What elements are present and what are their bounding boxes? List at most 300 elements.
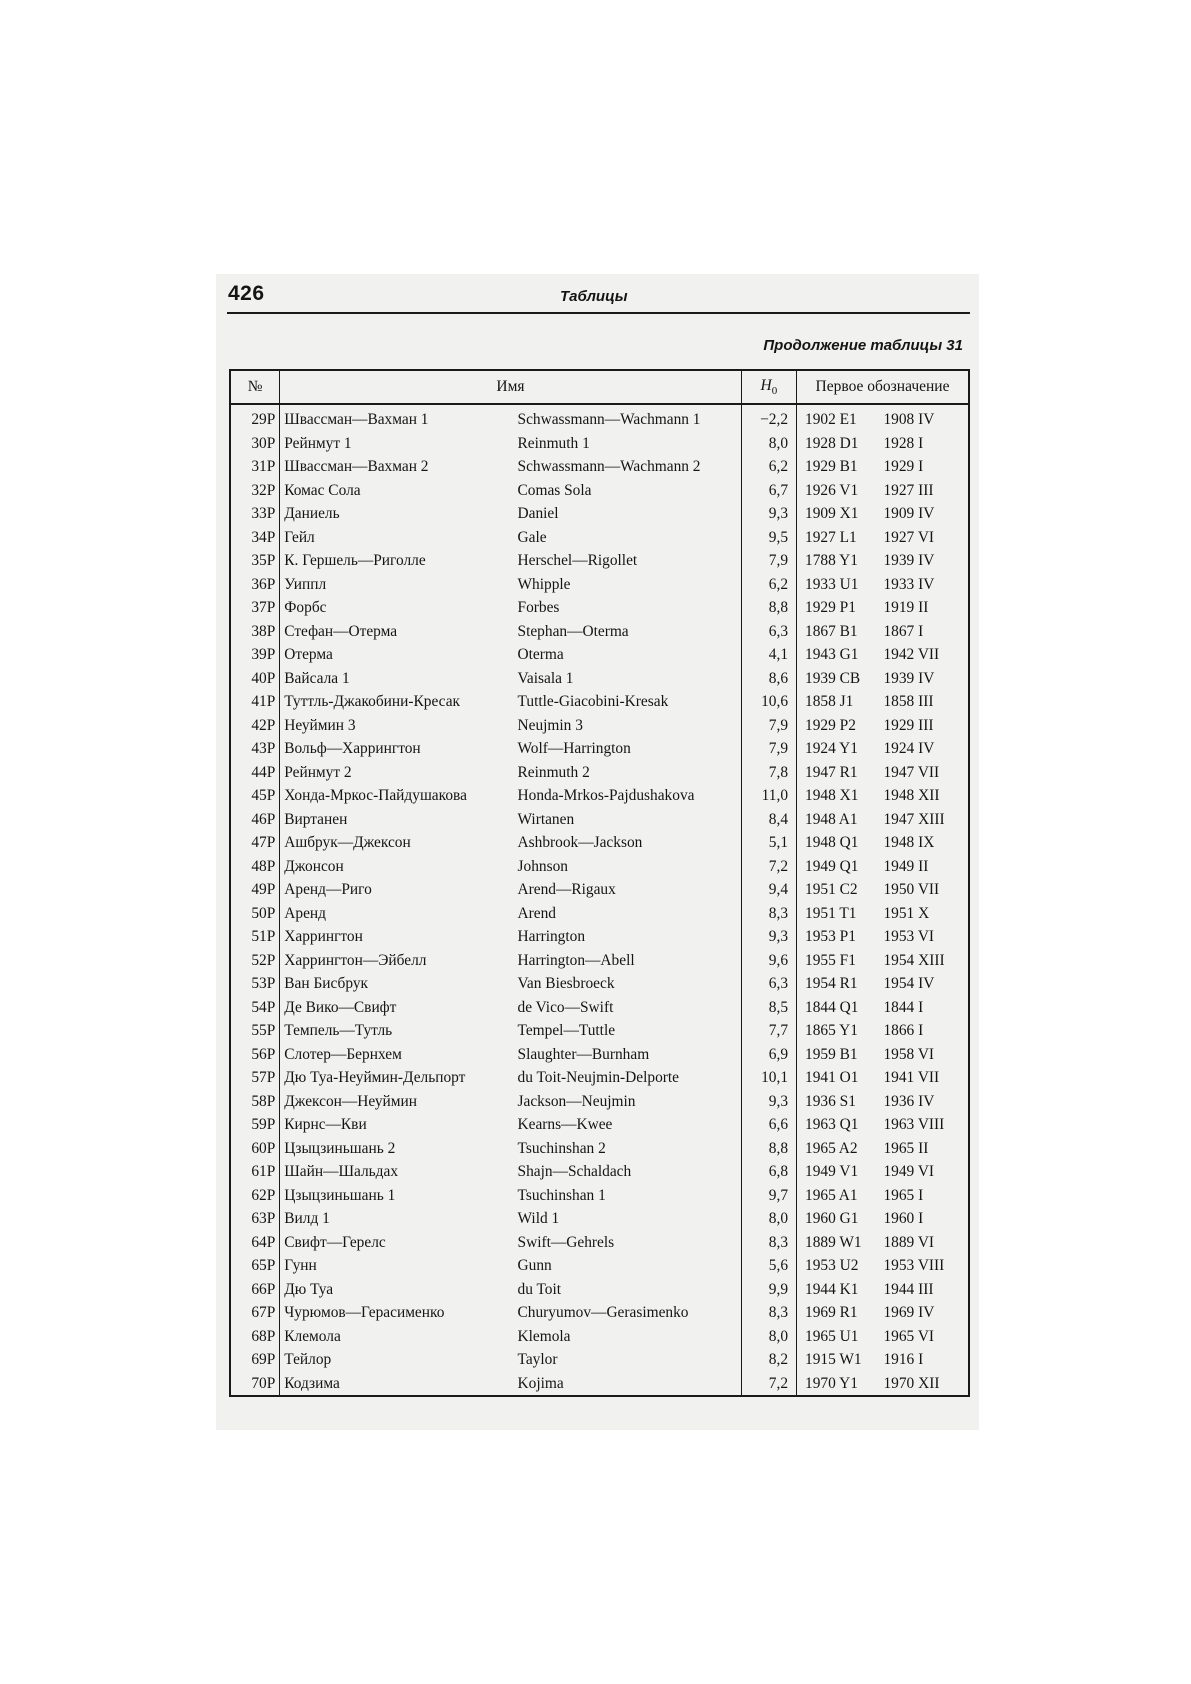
table-row bbox=[230, 855, 969, 879]
comet-roman-designation: 1965 I bbox=[883, 1186, 924, 1204]
comet-number: 53P bbox=[230, 972, 280, 996]
comet-first-designation: 1909 X1 bbox=[805, 505, 859, 522]
table-row bbox=[230, 549, 969, 573]
comet-h0-value: 6,3 bbox=[741, 620, 796, 644]
comet-number: 32P bbox=[230, 479, 280, 503]
comet-h0-value: 6,2 bbox=[741, 573, 796, 597]
comet-roman-designation: 1939 IV bbox=[883, 669, 935, 687]
table-row bbox=[230, 831, 969, 855]
comet-name-latin: Gunn bbox=[514, 1254, 742, 1278]
comet-name-latin: Comas Sola bbox=[514, 479, 742, 503]
comet-name-russian: Дю Туа-Неуймин-Дельпорт bbox=[284, 1069, 466, 1086]
comet-name-russian: Клемола bbox=[284, 1327, 341, 1345]
comet-number: 69P bbox=[230, 1348, 280, 1372]
comet-h0-value: 8,5 bbox=[741, 996, 796, 1020]
comet-number: 54P bbox=[230, 996, 280, 1020]
comet-h0-value: 8,0 bbox=[741, 1325, 796, 1349]
comet-name-latin: Forbes bbox=[514, 596, 742, 620]
comet-first-designation: 1954 R1 bbox=[805, 975, 858, 992]
table-row bbox=[230, 1325, 969, 1349]
comet-roman-designation: 1867 I bbox=[883, 622, 924, 640]
table-row bbox=[230, 878, 969, 902]
table-continuation-caption: Продолжение таблицы 31 bbox=[763, 337, 963, 354]
comet-name-russian: Джонсон bbox=[284, 857, 344, 875]
comet-first-designation: 1949 Q1 bbox=[805, 857, 859, 875]
comet-roman-designation: 1933 IV bbox=[883, 575, 935, 593]
comet-number: 47P bbox=[230, 831, 280, 855]
comet-name-russian: Кодзима bbox=[284, 1374, 340, 1392]
table-row bbox=[230, 1019, 969, 1043]
table-header-row bbox=[230, 370, 969, 404]
table-row bbox=[230, 455, 969, 479]
table-row bbox=[230, 925, 969, 949]
comet-name-russian: Рейнмут 1 bbox=[284, 434, 352, 452]
table-row bbox=[230, 502, 969, 526]
comet-number: 49P bbox=[230, 878, 280, 902]
comet-roman-designation: 1929 III bbox=[883, 716, 934, 734]
comet-roman-designation: 1965 VI bbox=[883, 1327, 935, 1345]
comet-name-latin: Schwassmann—Wachmann 2 bbox=[514, 455, 742, 479]
comet-name-latin: Neujmin 3 bbox=[514, 714, 742, 738]
comet-first-designation: 1953 P1 bbox=[805, 928, 856, 945]
comet-name-latin: Arend—Rigaux bbox=[514, 878, 742, 902]
comet-roman-designation: 1928 I bbox=[883, 434, 924, 452]
comet-name-russian: Темпель—Тутль bbox=[284, 1022, 393, 1039]
comet-number: 70P bbox=[230, 1372, 280, 1397]
table-row bbox=[230, 996, 969, 1020]
comet-number: 46P bbox=[230, 808, 280, 832]
comet-h0-value: 8,6 bbox=[741, 667, 796, 691]
comet-name-russian: К. Гершель—Риголле bbox=[284, 552, 426, 569]
comet-name-russian: Аренд bbox=[284, 904, 326, 922]
comet-h0-value: 8,0 bbox=[741, 432, 796, 456]
comet-name-russian: Швассман—Вахман 1 bbox=[284, 411, 429, 428]
comet-roman-designation: 1948 IX bbox=[883, 834, 935, 851]
comet-name-russian: Цзыцзиньшань 1 bbox=[284, 1186, 396, 1204]
comet-number: 59P bbox=[230, 1113, 280, 1137]
table-row bbox=[230, 1207, 969, 1231]
comet-first-designation: 1858 J1 bbox=[805, 693, 854, 710]
comet-roman-designation: 1927 VI bbox=[883, 528, 935, 546]
comet-name-russian: Ван Бисбрук bbox=[284, 975, 369, 992]
comet-first-designation: 1924 Y1 bbox=[805, 740, 858, 757]
comet-number: 35P bbox=[230, 549, 280, 573]
comet-first-designation: 1949 V1 bbox=[805, 1163, 859, 1180]
comet-number: 43P bbox=[230, 737, 280, 761]
comet-roman-designation: 1924 IV bbox=[883, 740, 935, 757]
comet-number: 51P bbox=[230, 925, 280, 949]
comet-h0-value: 6,2 bbox=[741, 455, 796, 479]
comet-name-russian: Джексон—Неуймин bbox=[284, 1092, 417, 1110]
comet-name-latin: Swift—Gehrels bbox=[514, 1231, 742, 1255]
comet-roman-designation: 1936 IV bbox=[883, 1092, 935, 1110]
table-row bbox=[230, 761, 969, 785]
comet-first-designation: 1936 S1 bbox=[805, 1092, 856, 1110]
comet-h0-value: 9,5 bbox=[741, 526, 796, 550]
comet-name-russian: Гунн bbox=[284, 1257, 317, 1274]
table-row bbox=[230, 1348, 969, 1372]
comet-roman-designation: 1939 IV bbox=[883, 552, 935, 569]
comet-first-designation: 1929 P2 bbox=[805, 716, 856, 734]
table-row bbox=[230, 1137, 969, 1161]
comet-first-designation: 1915 W1 bbox=[805, 1351, 862, 1368]
table-row bbox=[230, 1113, 969, 1137]
comet-roman-designation: 1947 XIII bbox=[883, 810, 945, 828]
comet-first-designation: 1939 CB bbox=[805, 669, 861, 687]
comet-h0-value: 8,8 bbox=[741, 596, 796, 620]
comet-h0-value: 8,4 bbox=[741, 808, 796, 832]
comet-h0-value: 7,9 bbox=[741, 549, 796, 573]
table-row bbox=[230, 972, 969, 996]
table-row bbox=[230, 1090, 969, 1114]
comet-roman-designation: 1858 III bbox=[883, 693, 934, 710]
comet-first-designation: 1970 Y1 bbox=[805, 1374, 858, 1392]
comet-name-latin: Churyumov—Gerasimenko bbox=[514, 1301, 742, 1325]
table-row bbox=[230, 949, 969, 973]
comet-name-russian: Вилд 1 bbox=[284, 1210, 330, 1227]
comet-roman-designation: 1929 I bbox=[883, 458, 924, 475]
comet-name-russian: Ашбрук—Джексон bbox=[284, 834, 411, 851]
table-row bbox=[230, 1184, 969, 1208]
comet-first-designation: 1927 L1 bbox=[805, 528, 857, 546]
comet-roman-designation: 1927 III bbox=[883, 481, 934, 499]
table-row bbox=[230, 479, 969, 503]
comet-number: 58P bbox=[230, 1090, 280, 1114]
comet-h0-value: 9,6 bbox=[741, 949, 796, 973]
comet-number: 40P bbox=[230, 667, 280, 691]
comet-roman-designation: 1908 IV bbox=[883, 411, 935, 428]
table-row bbox=[230, 784, 969, 808]
comet-h0-value: 9,9 bbox=[741, 1278, 796, 1302]
comet-roman-designation: 1970 XII bbox=[883, 1374, 940, 1392]
comet-name-latin: Whipple bbox=[514, 573, 742, 597]
comet-first-designation: 1951 T1 bbox=[805, 904, 857, 922]
comet-name-latin: Herschel—Rigollet bbox=[514, 549, 742, 573]
comet-h0-value: 8,2 bbox=[741, 1348, 796, 1372]
comet-h0-value: 4,1 bbox=[741, 643, 796, 667]
table-row bbox=[230, 1043, 969, 1067]
comet-first-designation: 1844 Q1 bbox=[805, 998, 859, 1016]
comet-h0-value: 7,2 bbox=[741, 855, 796, 879]
comet-roman-designation: 1941 VII bbox=[883, 1069, 940, 1086]
table-row bbox=[230, 690, 969, 714]
table-row bbox=[230, 1372, 969, 1397]
comet-h0-value: 8,3 bbox=[741, 1231, 796, 1255]
comet-name-latin: Ashbrook—Jackson bbox=[514, 831, 742, 855]
comet-first-designation: 1941 O1 bbox=[805, 1069, 859, 1086]
comet-h0-value: 6,9 bbox=[741, 1043, 796, 1067]
comet-first-designation: 1947 R1 bbox=[805, 763, 858, 781]
comet-first-designation: 1960 G1 bbox=[805, 1210, 859, 1227]
comet-first-designation: 1953 U2 bbox=[805, 1257, 859, 1274]
comet-name-russian: Цзыцзиньшань 2 bbox=[284, 1139, 396, 1157]
comet-name-latin: Kojima bbox=[514, 1372, 742, 1397]
comet-number: 68P bbox=[230, 1325, 280, 1349]
comet-number: 38P bbox=[230, 620, 280, 644]
comet-name-russian: Шайн—Шальдах bbox=[284, 1163, 399, 1180]
comet-name-latin: Arend bbox=[514, 902, 742, 926]
comet-first-designation: 1948 X1 bbox=[805, 787, 859, 804]
comet-roman-designation: 1954 IV bbox=[883, 975, 935, 992]
comet-number: 42P bbox=[230, 714, 280, 738]
comet-first-designation: 1928 D1 bbox=[805, 434, 859, 452]
comet-first-designation: 1788 Y1 bbox=[805, 552, 858, 569]
table-row bbox=[230, 620, 969, 644]
comet-h0-value: 9,3 bbox=[741, 925, 796, 949]
comet-h0-value: 7,7 bbox=[741, 1019, 796, 1043]
table-row bbox=[230, 667, 969, 691]
table-row bbox=[230, 1278, 969, 1302]
comet-first-designation: 1969 R1 bbox=[805, 1304, 858, 1321]
comet-roman-designation: 1969 IV bbox=[883, 1304, 935, 1321]
comet-first-designation: 1963 Q1 bbox=[805, 1116, 859, 1133]
comet-name-latin: Shajn—Schaldach bbox=[514, 1160, 742, 1184]
table-row bbox=[230, 902, 969, 926]
page-number: 426 bbox=[228, 282, 265, 305]
comet-h0-value: 10,6 bbox=[741, 690, 796, 714]
comet-name-russian: Даниель bbox=[284, 505, 340, 522]
comet-number: 48P bbox=[230, 855, 280, 879]
comet-first-designation: 1948 Q1 bbox=[805, 834, 859, 851]
comet-h0-value: 9,7 bbox=[741, 1184, 796, 1208]
comet-h0-value: 7,9 bbox=[741, 714, 796, 738]
comet-h0-value: 7,2 bbox=[741, 1372, 796, 1397]
comet-name-russian: Харрингтон—Эйбелл bbox=[284, 951, 427, 969]
comet-number: 55P bbox=[230, 1019, 280, 1043]
comet-number: 39P bbox=[230, 643, 280, 667]
comet-first-designation: 1902 E1 bbox=[805, 411, 857, 428]
comet-h0-value: 8,0 bbox=[741, 1207, 796, 1231]
comet-name-latin: Harrington—Abell bbox=[514, 949, 742, 973]
table-row bbox=[230, 404, 969, 432]
comet-h0-value: 8,3 bbox=[741, 1301, 796, 1325]
comet-first-designation: 1867 B1 bbox=[805, 622, 858, 640]
comet-name-russian: Отерма bbox=[284, 646, 333, 663]
comet-name-latin: Gale bbox=[514, 526, 742, 550]
comet-number: 29P bbox=[230, 404, 280, 432]
comet-name-latin: Wirtanen bbox=[514, 808, 742, 832]
comet-name-latin: Taylor bbox=[514, 1348, 742, 1372]
comet-name-latin: Wild 1 bbox=[514, 1207, 742, 1231]
comet-first-designation: 1951 C2 bbox=[805, 881, 858, 898]
table-row bbox=[230, 526, 969, 550]
comet-name-latin: Klemola bbox=[514, 1325, 742, 1349]
comet-first-designation: 1926 V1 bbox=[805, 481, 859, 499]
table-row bbox=[230, 643, 969, 667]
comet-number: 52P bbox=[230, 949, 280, 973]
comet-name-latin: Tuttle-Giacobini-Kresak bbox=[514, 690, 742, 714]
comet-roman-designation: 1953 VI bbox=[883, 928, 935, 945]
comet-h0-value: 10,1 bbox=[741, 1066, 796, 1090]
comet-name-latin: Kearns—Kwee bbox=[514, 1113, 742, 1137]
comet-name-russian: Уиппл bbox=[284, 575, 327, 593]
comet-number: 33P bbox=[230, 502, 280, 526]
running-title: Таблицы bbox=[560, 288, 628, 305]
comet-h0-value: 7,9 bbox=[741, 737, 796, 761]
comet-h0-value: 8,3 bbox=[741, 902, 796, 926]
comet-number: 41P bbox=[230, 690, 280, 714]
comet-h0-value: 6,3 bbox=[741, 972, 796, 996]
comet-name-latin: de Vico—Swift bbox=[514, 996, 742, 1020]
comet-first-designation: 1965 A1 bbox=[805, 1186, 858, 1204]
comet-h0-value: 6,7 bbox=[741, 479, 796, 503]
comet-name-russian: Виртанен bbox=[284, 810, 348, 828]
table-row bbox=[230, 1231, 969, 1255]
comet-name-russian: Де Вико—Свифт bbox=[284, 998, 397, 1016]
comet-h0-value: 11,0 bbox=[741, 784, 796, 808]
comet-number: 64P bbox=[230, 1231, 280, 1255]
comet-roman-designation: 1965 II bbox=[883, 1139, 929, 1157]
h0-symbol: H bbox=[760, 376, 772, 394]
comet-name-russian: Вайсала 1 bbox=[284, 669, 350, 687]
table-row bbox=[230, 1160, 969, 1184]
comet-number: 37P bbox=[230, 596, 280, 620]
comet-number: 36P bbox=[230, 573, 280, 597]
comet-name-latin: Harrington bbox=[514, 925, 742, 949]
comet-number: 34P bbox=[230, 526, 280, 550]
comet-number: 50P bbox=[230, 902, 280, 926]
comet-h0-value: 9,3 bbox=[741, 1090, 796, 1114]
comet-name-russian: Гейл bbox=[284, 528, 315, 546]
comet-roman-designation: 1919 II bbox=[883, 599, 929, 616]
comet-roman-designation: 1949 VI bbox=[883, 1163, 935, 1180]
comet-name-latin: Wolf—Harrington bbox=[514, 737, 742, 761]
comet-name-russian: Форбс bbox=[284, 599, 327, 616]
comet-name-russian: Харрингтон bbox=[284, 928, 363, 945]
comet-name-latin: Schwassmann—Wachmann 1 bbox=[514, 404, 742, 432]
comet-name-latin: Van Biesbroeck bbox=[514, 972, 742, 996]
comet-name-russian: Кирнс—Кви bbox=[284, 1116, 367, 1133]
comet-roman-designation: 1844 I bbox=[883, 998, 924, 1016]
comet-name-russian: Свифт—Герелс bbox=[284, 1233, 386, 1251]
comet-h0-value: 7,8 bbox=[741, 761, 796, 785]
comet-name-latin: Daniel bbox=[514, 502, 742, 526]
comet-number: 60P bbox=[230, 1137, 280, 1161]
comet-first-designation: 1959 B1 bbox=[805, 1045, 858, 1063]
comet-name-russian: Неуймин 3 bbox=[284, 716, 356, 734]
comet-name-russian: Вольф—Харрингтон bbox=[284, 740, 421, 757]
comet-name-latin: Slaughter—Burnham bbox=[514, 1043, 742, 1067]
comet-name-russian: Туттль-Джакобини-Кресак bbox=[284, 693, 461, 710]
comet-name-latin: Stephan—Oterma bbox=[514, 620, 742, 644]
comet-number: 62P bbox=[230, 1184, 280, 1208]
comet-number: 30P bbox=[230, 432, 280, 456]
comet-name-russian: Рейнмут 2 bbox=[284, 763, 352, 781]
comet-number: 45P bbox=[230, 784, 280, 808]
table-row bbox=[230, 714, 969, 738]
comet-roman-designation: 1866 I bbox=[883, 1022, 924, 1039]
column-header-name: Имя bbox=[280, 370, 741, 404]
comet-h0-value: 6,8 bbox=[741, 1160, 796, 1184]
comet-name-latin: Reinmuth 1 bbox=[514, 432, 742, 456]
comet-roman-designation: 1950 VII bbox=[883, 881, 940, 898]
comet-roman-designation: 1949 II bbox=[883, 857, 929, 875]
column-header-designation: Первое обозначение bbox=[797, 370, 969, 404]
comet-name-russian: Слотер—Бернхем bbox=[284, 1045, 402, 1063]
comet-roman-designation: 1960 I bbox=[883, 1210, 924, 1227]
table-row bbox=[230, 596, 969, 620]
comet-name-latin: Jackson—Neujmin bbox=[514, 1090, 742, 1114]
comet-roman-designation: 1954 XIII bbox=[883, 951, 945, 969]
comet-h0-value: −2,2 bbox=[741, 404, 796, 432]
table-row bbox=[230, 808, 969, 832]
table-row bbox=[230, 573, 969, 597]
comets-table bbox=[229, 369, 970, 1397]
comet-roman-designation: 1889 VI bbox=[883, 1233, 935, 1251]
comet-number: 66P bbox=[230, 1278, 280, 1302]
comet-h0-value: 9,3 bbox=[741, 502, 796, 526]
comet-first-designation: 1929 B1 bbox=[805, 458, 858, 475]
comet-first-designation: 1955 F1 bbox=[805, 951, 856, 969]
header-rule bbox=[227, 312, 970, 314]
comet-name-latin: Tsuchinshan 2 bbox=[514, 1137, 742, 1161]
comet-name-latin: Vaisala 1 bbox=[514, 667, 742, 691]
comet-first-designation: 1948 A1 bbox=[805, 810, 858, 828]
table-row bbox=[230, 432, 969, 456]
comet-first-designation: 1965 A2 bbox=[805, 1139, 858, 1157]
comet-name-russian: Комас Сола bbox=[284, 481, 361, 499]
comet-name-russian: Дю Туа bbox=[284, 1280, 334, 1298]
comet-first-designation: 1944 K1 bbox=[805, 1280, 859, 1298]
comet-name-latin: Oterma bbox=[514, 643, 742, 667]
comet-name-latin: du Toit-Neujmin-Delporte bbox=[514, 1066, 742, 1090]
comet-first-designation: 1889 W1 bbox=[805, 1233, 862, 1251]
comet-h0-value: 5,1 bbox=[741, 831, 796, 855]
comet-name-russian: Хонда-Мркос-Пайдушакова bbox=[284, 787, 467, 804]
comet-number: 63P bbox=[230, 1207, 280, 1231]
comet-roman-designation: 1951 X bbox=[883, 904, 930, 922]
comet-name-russian: Стефан—Отерма bbox=[284, 622, 398, 640]
comet-name-russian: Аренд—Риго bbox=[284, 881, 372, 898]
comet-roman-designation: 1953 VIII bbox=[883, 1257, 945, 1274]
column-header-number: № bbox=[230, 370, 280, 404]
column-header-h0 bbox=[741, 370, 796, 404]
h0-subscript: 0 bbox=[771, 385, 778, 398]
comet-first-designation: 1965 U1 bbox=[805, 1327, 859, 1345]
comet-first-designation: 1929 P1 bbox=[805, 599, 856, 616]
comet-number: 56P bbox=[230, 1043, 280, 1067]
comet-roman-designation: 1916 I bbox=[883, 1351, 924, 1368]
comet-roman-designation: 1948 XII bbox=[883, 787, 940, 804]
comet-roman-designation: 1963 VIII bbox=[883, 1116, 945, 1133]
comet-number: 44P bbox=[230, 761, 280, 785]
comet-name-russian: Чурюмов—Герасименко bbox=[284, 1304, 445, 1321]
comet-first-designation: 1943 G1 bbox=[805, 646, 859, 663]
table-row bbox=[230, 737, 969, 761]
comet-name-russian: Швассман—Вахман 2 bbox=[284, 458, 429, 475]
comet-number: 61P bbox=[230, 1160, 280, 1184]
comet-first-designation: 1933 U1 bbox=[805, 575, 859, 593]
comet-roman-designation: 1947 VII bbox=[883, 763, 940, 781]
comet-roman-designation: 1942 VII bbox=[883, 646, 940, 663]
comet-number: 67P bbox=[230, 1301, 280, 1325]
comet-name-latin: Reinmuth 2 bbox=[514, 761, 742, 785]
comet-name-russian: Тейлор bbox=[284, 1351, 332, 1368]
comet-h0-value: 9,4 bbox=[741, 878, 796, 902]
table-row bbox=[230, 1066, 969, 1090]
table-row bbox=[230, 1301, 969, 1325]
table-body bbox=[230, 404, 969, 1396]
comet-name-latin: Johnson bbox=[514, 855, 742, 879]
comet-name-latin: Tsuchinshan 1 bbox=[514, 1184, 742, 1208]
comet-roman-designation: 1958 VI bbox=[883, 1045, 935, 1063]
comet-first-designation: 1865 Y1 bbox=[805, 1022, 858, 1039]
comet-h0-value: 8,8 bbox=[741, 1137, 796, 1161]
comet-h0-value: 5,6 bbox=[741, 1254, 796, 1278]
comet-name-latin: du Toit bbox=[514, 1278, 742, 1302]
comet-h0-value: 6,6 bbox=[741, 1113, 796, 1137]
comet-number: 57P bbox=[230, 1066, 280, 1090]
